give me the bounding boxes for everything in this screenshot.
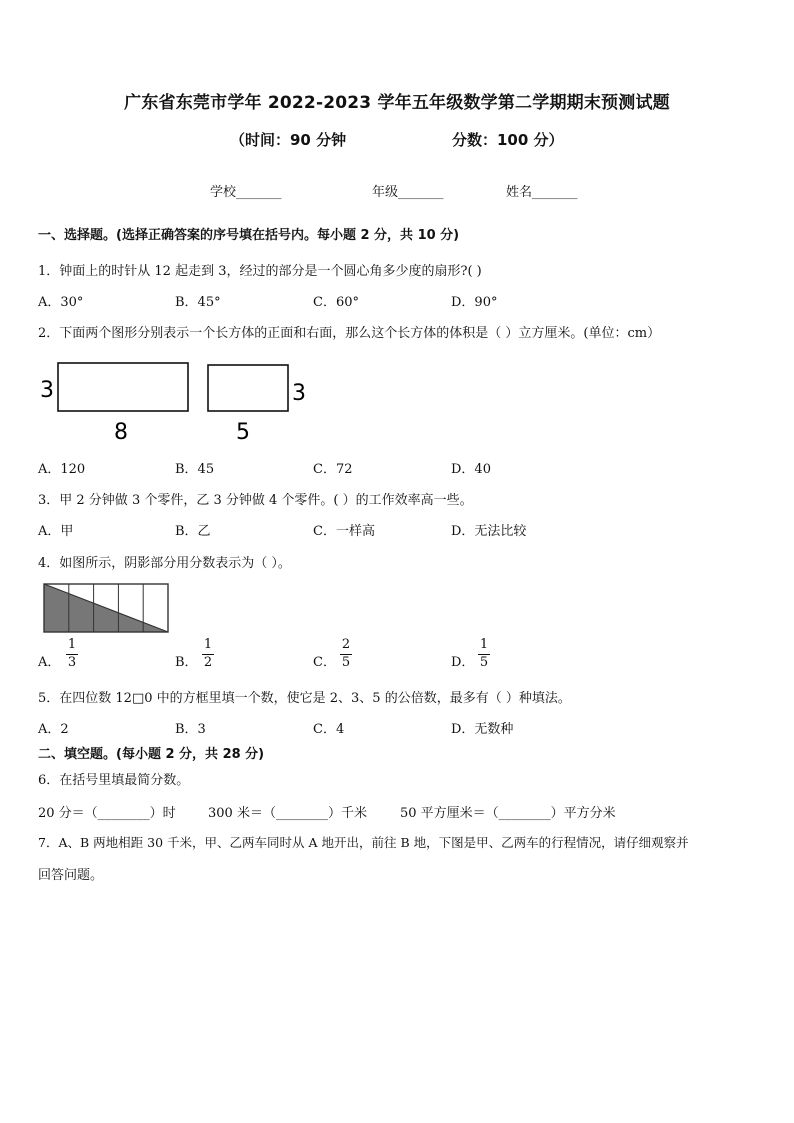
q4-option-c-fraction: 2 5 (341, 637, 351, 670)
q2-option-d: D．40 (451, 462, 491, 477)
q1-option-d: D．90° (451, 295, 498, 310)
question-3: 3．甲 2 分钟做 3 个零件，乙 3 分钟做 4 个零件。( ）的工作效率高一些。 (38, 493, 473, 508)
name-field: 姓名_______ (506, 185, 578, 200)
front-width-label: 8 (114, 420, 128, 445)
grade-field: 年级_______ (372, 185, 444, 200)
q4-option-a-fraction: 1 3 (67, 637, 77, 670)
q4-option-b-label: B． (175, 655, 198, 670)
front-height-label: 3 (40, 378, 54, 403)
q6-item-2: 300 米＝（________）千米 (208, 806, 367, 821)
q2-option-a: A．120 (38, 462, 86, 477)
question-2: 2．下面两个图形分别表示一个长方体的正面和右面，那么这个长方体的体积是（ ）立方厘米。(单位：cm） (38, 326, 661, 341)
question-5: 5．在四位数 12□0 中的方框里填一个数，使它是 2、3、5 的公倍数，最多有（ ）种填法。 (38, 691, 571, 706)
q4-option-d-fraction: 1 5 (479, 637, 489, 670)
q1-option-a: A．30° (38, 295, 84, 310)
front-view-rect (58, 363, 188, 411)
section-heading-fill: 二、填空题。(每小题 2 分，共 28 分) (38, 747, 265, 762)
question-7-line-2: 回答问题。 (38, 868, 104, 883)
q5-option-d: D．无数种 (451, 722, 514, 737)
q1-option-b: B．45° (175, 295, 221, 310)
q2-option-c: C．72 (313, 462, 353, 477)
q2-option-b: B．45 (175, 462, 215, 477)
right-view-rect (208, 365, 288, 411)
q4-option-a-label: A． (38, 655, 61, 670)
q1-option-c: C．60° (313, 295, 359, 310)
page-title: 广东省东莞市学年 2022-2023 学年五年级数学第二学期期末预测试题 (124, 93, 670, 113)
q3-option-d: D．无法比较 (451, 524, 527, 539)
school-field: 学校_______ (210, 185, 282, 200)
q3-option-c: C．一样高 (313, 524, 375, 539)
question-6: 6．在括号里填最简分数。 (38, 773, 190, 788)
q3-option-b: B．乙 (175, 524, 211, 539)
shaded-fraction-figure (40, 580, 172, 636)
q3-option-a: A．甲 (38, 524, 74, 539)
question-1: 1．钟面上的时针从 12 起走到 3，经过的部分是一个圆心角多少度的扇形?( ) (38, 264, 482, 279)
q4-option-c-label: C． (313, 655, 336, 670)
cuboid-views-figure (30, 355, 320, 445)
q5-option-b: B．3 (175, 722, 206, 737)
exam-score: 分数：100 分） (452, 131, 564, 149)
right-width-label: 5 (236, 420, 250, 445)
exam-time: （时间：90 分钟 (230, 131, 347, 149)
question-4: 4．如图所示，阴影部分用分数表示为（ ）。 (38, 556, 291, 571)
q4-option-b-fraction: 1 2 (203, 637, 213, 670)
section-heading-choice: 一、选择题。(选择正确答案的序号填在括号内。每小题 2 分，共 10 分) (38, 228, 460, 243)
question-7-line-1: 7．A、B 两地相距 30 千米，甲、乙两车同时从 A 地开出，前往 B 地，下图是甲、乙两车的行程情况，请仔细观察并 (38, 835, 689, 850)
q5-option-c: C．4 (313, 722, 345, 737)
q6-item-1: 20 分＝（________）时 (38, 806, 176, 821)
q5-option-a: A．2 (38, 722, 69, 737)
right-height-label: 3 (292, 381, 306, 406)
q4-option-d-label: D． (451, 655, 475, 670)
q6-item-3: 50 平方厘米＝（________）平方分米 (400, 806, 616, 821)
